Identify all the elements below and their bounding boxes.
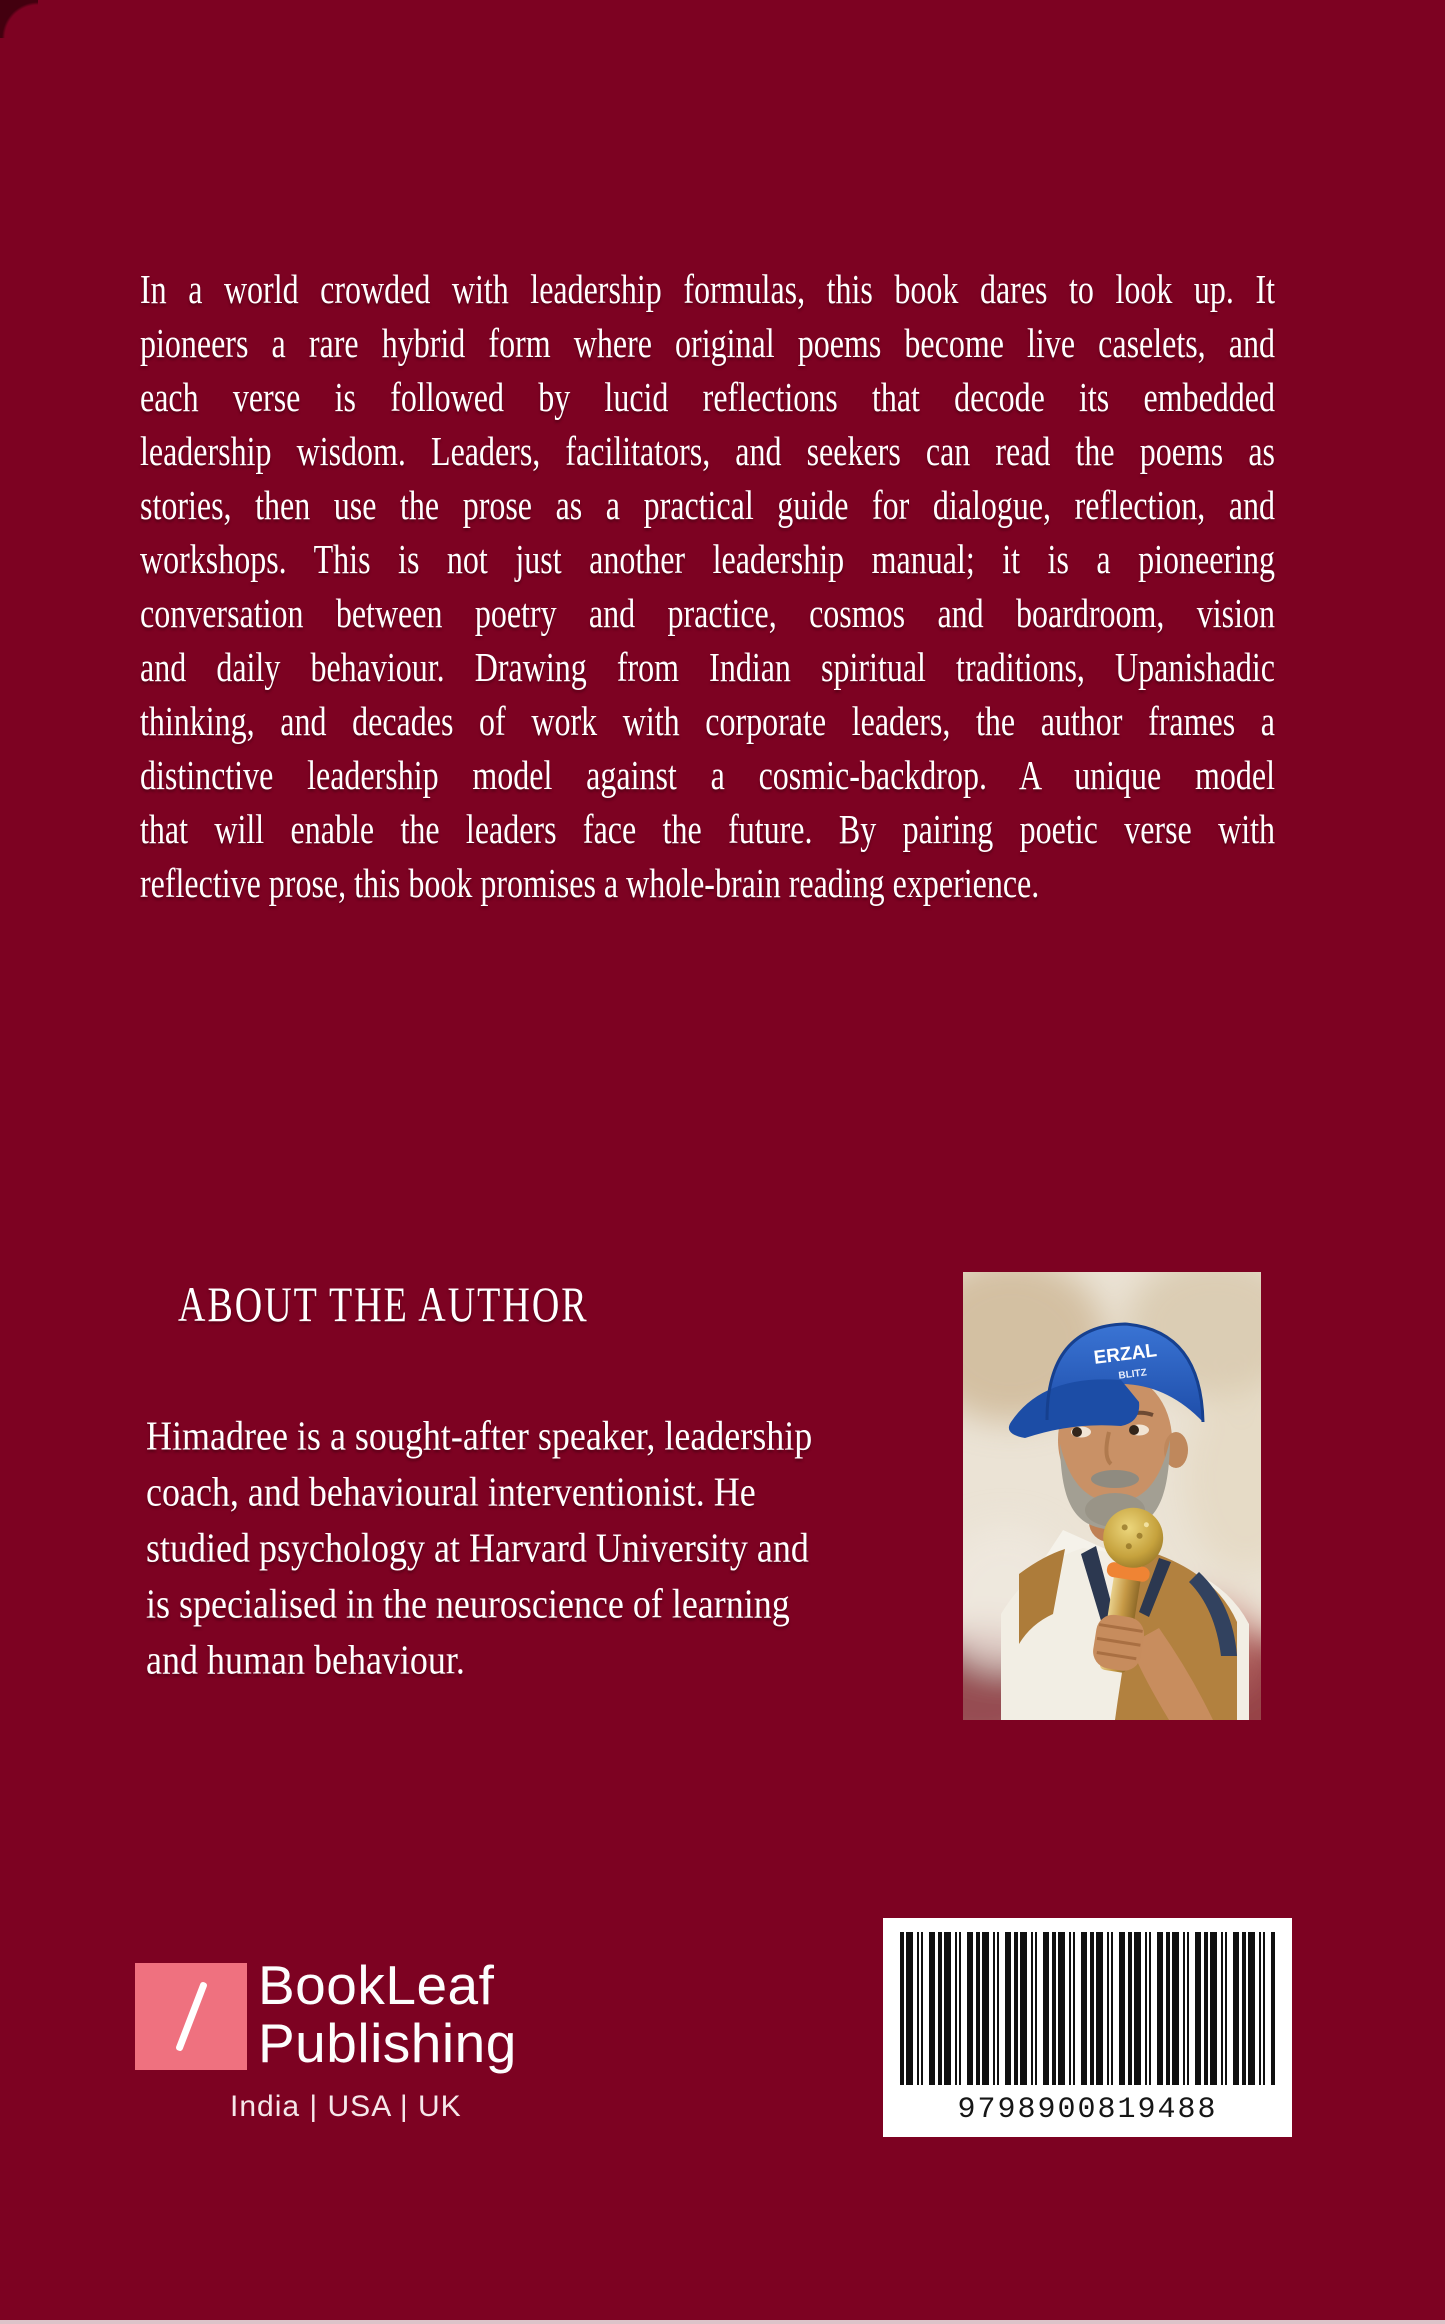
bio-line: coach, and behavioural interventionist. He: [146, 1469, 756, 1515]
author-photo: [963, 1272, 1261, 1720]
author-bio: [146, 1408, 958, 1688]
blurb-line: pioneers a rare hybrid form where original poems become live caselets, and: [140, 319, 1275, 367]
barcode-bars: [900, 1932, 1275, 2085]
blurb-line: that will enable the leaders face the future. By pairing poetic verse with: [140, 805, 1275, 853]
top-left-corner-shadow: [0, 0, 38, 38]
blurb-line: In a world crowded with leadership formulas, this book dares to look up. It: [140, 265, 1275, 313]
barcode: [883, 1918, 1292, 2137]
blurb-line: thinking, and decades of work with corporate leaders, the author frames a: [140, 697, 1275, 745]
bottom-edge-strip: [0, 2320, 1445, 2324]
blurb-line: and daily behaviour. Drawing from Indian spiritual traditions, Upanishadic: [140, 643, 1275, 691]
blurb-line: each verse is followed by lucid reflections that decode its embedded: [140, 373, 1275, 421]
bio-line: is specialised in the neuroscience of learning: [146, 1581, 790, 1627]
isbn-number: 9798900819488: [957, 2093, 1218, 2127]
cap-brand-text: ERZAL: [1092, 1340, 1159, 1369]
blurb-line: conversation between poetry and practice, cosmos and boardroom, vision: [140, 589, 1275, 637]
author-photo-illustration: [963, 1272, 1261, 1720]
publisher-name-line1: BookLeaf: [258, 1954, 495, 2016]
about-the-author-heading: ABOUT THE AUTHOR: [178, 1277, 589, 1333]
slash-icon: [175, 1981, 208, 2052]
blurb-line: stories, then use the prose as a practical guide for dialogue, reflection, and: [140, 481, 1275, 529]
publisher-regions: India | USA | UK: [230, 2090, 462, 2123]
publisher-name-line2: Publishing: [258, 2012, 517, 2074]
publisher-name: [258, 1956, 517, 2072]
bio-line: and human behaviour.: [146, 1637, 465, 1683]
bookleaf-logo-icon: [135, 1963, 247, 2070]
blurb-line: distinctive leadership model against a cosmic-backdrop. A unique model: [140, 751, 1275, 799]
cap-sub-text: BLITZ: [1117, 1367, 1148, 1382]
blurb-line: reflective prose, this book promises a whole-brain reading experience.: [140, 859, 1040, 907]
blurb-line: leadership wisdom. Leaders, facilitators, and seekers can read the poems as: [140, 427, 1275, 475]
blurb-paragraph: [140, 262, 1275, 910]
bio-line: Himadree is a sought-after speaker, leadership: [146, 1413, 813, 1459]
bio-line: studied psychology at Harvard University and: [146, 1525, 809, 1571]
blurb-line: workshops. This is not just another leadership manual; it is a pioneering: [140, 535, 1275, 583]
